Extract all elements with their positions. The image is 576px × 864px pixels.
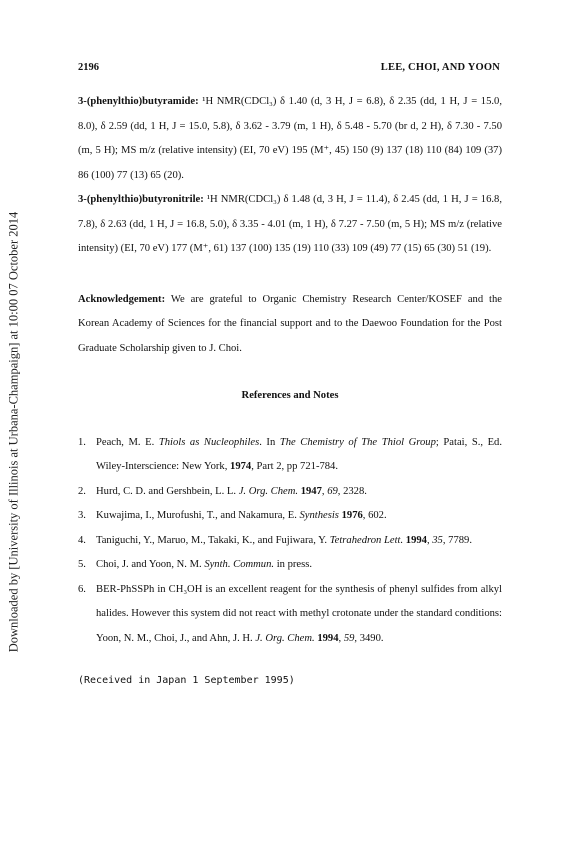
received-date: (Received in Japan 1 September 1995)	[78, 675, 295, 686]
acknowledgement-label: Acknowledgement:	[78, 293, 166, 305]
reference-item: 2. Hurd, C. D. and Gershbein, L. L. J. Org. Chem. 1947, 69, 2328.	[78, 485, 367, 497]
page-body	[78, 90, 502, 694]
reference-item: 6. BER-PhSSPh in CH₃OH is an excellent reagent for the synthesis of phenyl sulfides from alkyl halides. However this system did not react with methyl crotonate under the standard conditions: Yoon, N. M., Choi, J., and Ahn, J. H. J. Org. Chem. 1994, 59, 3490.	[78, 583, 502, 644]
reference-item: 3. Kuwajima, I., Murofushi, T., and Nakamura, E. Synthesis 1976, 602.	[78, 510, 387, 521]
references-heading: References and Notes	[241, 390, 339, 401]
compound-data: ¹H NMR(CDCl₃) δ 1.48 (d, 3 H, J = 11.4), δ 2.45 (dd, 1 H, J = 16.8, 7.8), δ 2.63 (dd, 1 H, J = 16.8, 5.0), δ 3.35 - 4.01 (m, 1 H), δ 7.27 - 7.50 (m, 5 H); MS m/z (relative intensity) (EI, 70 eV) 177 (M⁺, 61) 137 (100) 135 (19) 110 (33) 109 (49) 77 (15) 65 (30) 51 (19).	[78, 194, 502, 254]
reference-item: 4. Taniguchi, Y., Maruo, M., Takaki, K., and Fujiwara, Y. Tetrahedron Lett. 1994, 35, 7789.	[78, 534, 472, 546]
reference-item: 1. Peach, M. E. Thiols as Nucleophiles. In The Chemistry of The Thiol Group; Patai, S., Ed. Wiley-Interscience: New York, 1974, Part 2, pp 721-784.	[78, 436, 502, 472]
download-note: Downloaded by [University of Illinois at Urbana-Champaign] at 10:00 07 October 2014	[6, 211, 21, 653]
acknowledgement	[78, 288, 502, 362]
page-header	[78, 62, 500, 76]
download-watermark	[0, 0, 28, 864]
reference-list	[78, 431, 502, 652]
compound-name: 3-(phenylthio)butyramide:	[78, 96, 199, 107]
compound-entry-butyramide	[78, 90, 502, 188]
compound-data: ¹H NMR(CDCl₃) δ 1.40 (d, 3 H, J = 6.8), δ 2.35 (dd, 1 H, J = 15.0, 8.0), δ 2.59 (dd, 1 H, J = 15.0, 5.8), δ 3.62 - 3.79 (m, 1 H), δ 5.48 - 5.70 (br d, 2 H), δ 7.30 - 7.50 (m, 5 H); MS m/z (relative intensity) (EI, 70 eV) 195 (M⁺, 45) 150 (9) 137 (18) 110 (84) 109 (37) 86 (100) 77 (13) 65 (20).	[78, 96, 502, 181]
compound-entry-butyronitrile	[78, 188, 502, 262]
page-number: 2196	[78, 62, 99, 73]
compound-name: 3-(phenylthio)butyronitrile:	[78, 194, 204, 205]
acknowledgement-text: We are grateful to Organic Chemistry Research Center/KOSEF and the Korean Academy of Sciences for the financial support and to the Daewoo Foundation for the Post Graduate Scholarship given to J. Choi.	[78, 293, 502, 354]
running-head: LEE, CHOI, AND YOON	[380, 62, 500, 73]
reference-item: 5. Choi, J. and Yoon, N. M. Synth. Commun. in press.	[78, 559, 313, 570]
